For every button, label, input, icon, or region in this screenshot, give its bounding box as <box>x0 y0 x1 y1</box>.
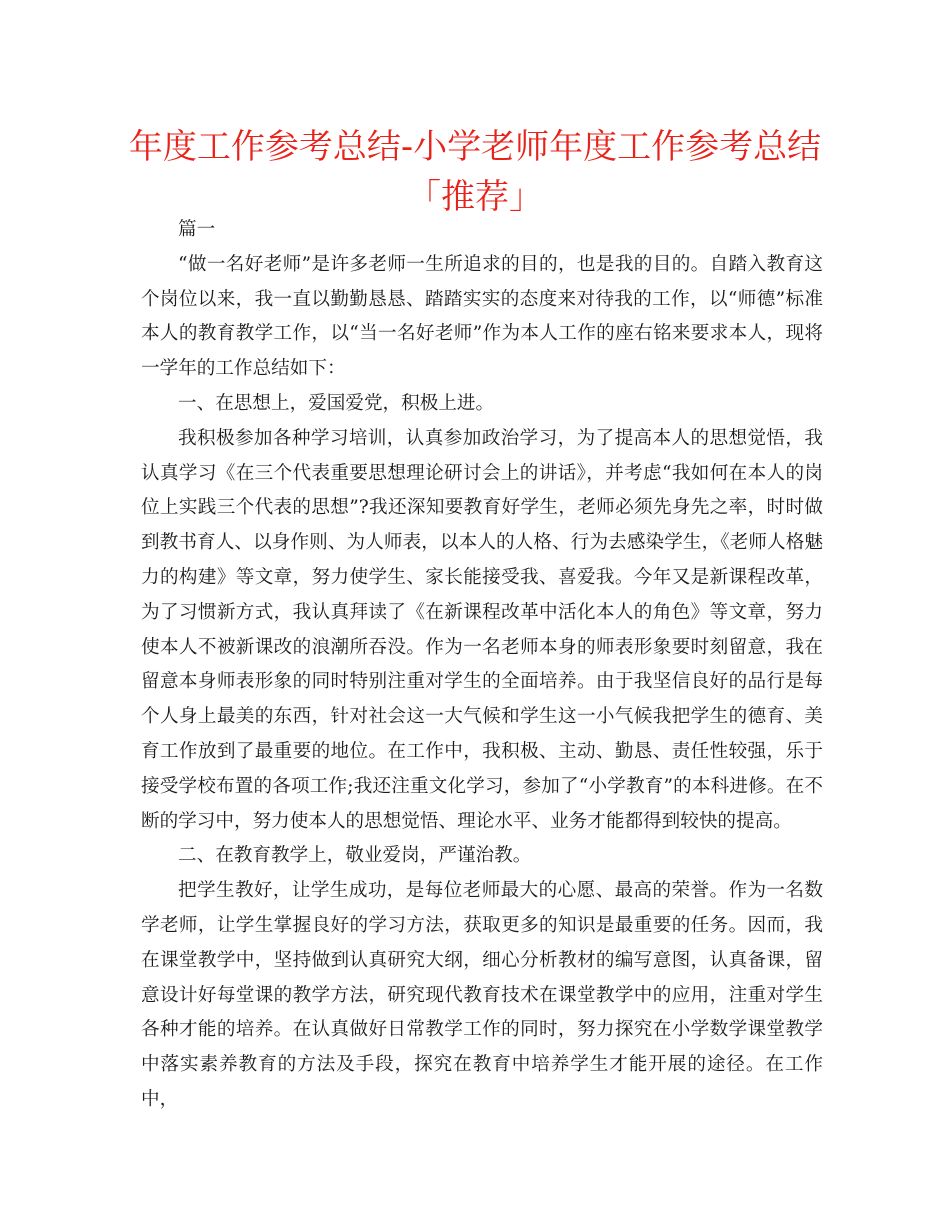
section-label: 篇一 <box>178 219 216 240</box>
intro-paragraph: “做一名好老师”是许多老师一生所追求的目的，也是我的目的。自踏入教育这个岗位以来，我一直以勤勤恳恳、踏踏实实的态度来对待我的工作，以“师德”标准本人的教育教学工作，以“当一名好老师”作为本人工作的座右铭来要求本人，现将一学年的工作总结如下： <box>141 253 823 380</box>
document-body <box>141 213 823 1118</box>
body-paragraph-1: 我积极参加各种学习培训，认真参加政治学习，为了提高本人的思想觉悟，我认真学习《在三个代表重要思想理论研讨会上的讲话》，并考虑“我如何在本人的岗位上实践三个代表的思想”?我还深知要教育好学生，老师必须先身先之率，时时做到教书育人、以身作则、为人师表，以本人的人格、行为去感染学生，《老师人格魅力的构建》等文章，努力使学生、家长能接受我、喜爱我。今年又是新课程改革，为了习惯新方式，我认真拜读了《在新课程改革中活化本人的角色》等文章，努力使本人不被新课改的浪潮所吞没。作为一名老师本身的师表形象要时刻留意，我在留意本身师表形象的同时特别注重对学生的全面培养。由于我坚信良好的品行是每个人身上最美的东西，针对社会这一大气候和学生这一小气候我把学生的德育、美育工作放到了最重要的地位。在工作中，我积极、主动、勤恳、责任性较强，乐于接受学校布置的各项工作;我还注重文化学习，参加了“小学教育”的本科进修。在不断的学习中，努力使本人的思想觉悟、理论水平、业务才能都得到较快的提高。 <box>141 427 823 832</box>
document-title <box>100 122 850 222</box>
body-paragraph-2: 把学生教好，让学生成功，是每位老师最大的心愿、最高的荣誉。作为一名数学老师，让学生掌握良好的学习方法，获取更多的知识是最重要的任务。因而，我在课堂教学中，坚持做到认真研究大纲，细心分析教材的编写意图，认真备课，留意设计好每堂课的教学方法，研究现代教育技术在课堂教学中的应用，注重对学生各种才能的培养。在认真做好日常教学工作的同时，努力探究在小学数学课堂教学中落实素养教育的方法及手段，探究在教育中培养学生才能开展的途径。在工作中， <box>141 880 823 1110</box>
title-line-1: 年度工作参考总结-小学老师年度工作参考总结 <box>128 127 822 167</box>
section-heading-2: 二、在教育教学上，敬业爱岗，严谨治教。 <box>178 845 532 867</box>
section-heading-1: 一、在思想上，爱国爱党，积极上进。 <box>178 392 495 414</box>
title-line-2: 「推荐」 <box>407 177 543 217</box>
